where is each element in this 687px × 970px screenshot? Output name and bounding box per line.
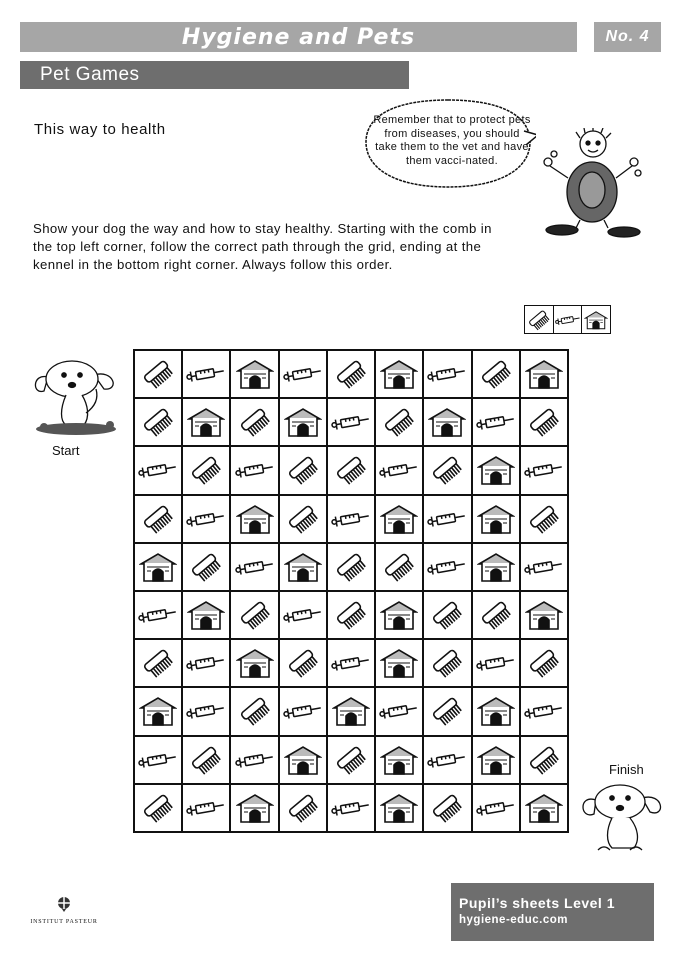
kennel-icon	[284, 744, 322, 776]
institut-pasteur-logo	[28, 896, 100, 925]
grid-cell[interactable]	[183, 592, 229, 638]
grid-cell[interactable]	[183, 640, 229, 686]
syringe-icon	[331, 797, 371, 819]
page-title: Hygiene and Pets	[181, 24, 416, 50]
legend-step-3	[582, 306, 610, 333]
sheet-number: No. 4	[605, 28, 650, 45]
grid-cell[interactable]	[280, 688, 326, 734]
grid-cell[interactable]	[280, 785, 326, 831]
syringe-icon	[235, 749, 275, 771]
grid-cell[interactable]	[280, 592, 326, 638]
logo-text: INSTITUT PASTEUR	[30, 919, 98, 925]
grid-cell[interactable]	[521, 447, 567, 493]
comb-icon	[430, 598, 464, 632]
grid-cell[interactable]	[424, 737, 470, 783]
syringe-icon	[427, 556, 467, 578]
comb-icon	[141, 646, 175, 680]
grid-cell[interactable]	[231, 544, 277, 590]
grid-cell[interactable]	[231, 496, 277, 542]
grid-cell[interactable]	[473, 688, 519, 734]
kennel-icon	[380, 647, 418, 679]
grid-cell[interactable]	[521, 640, 567, 686]
grid-cell[interactable]	[424, 640, 470, 686]
syringe-icon	[427, 363, 467, 385]
comb-icon	[382, 550, 416, 584]
comb-icon	[527, 405, 561, 439]
comb-icon	[430, 646, 464, 680]
syringe-icon	[283, 363, 323, 385]
syringe-icon	[138, 749, 178, 771]
syringe-icon	[427, 749, 467, 771]
grid-cell[interactable]	[231, 785, 277, 831]
grid-cell[interactable]	[424, 399, 470, 445]
syringe-icon	[186, 652, 226, 674]
header-title-bar	[20, 22, 577, 52]
syringe-icon	[235, 459, 275, 481]
dog-start-icon	[30, 355, 122, 440]
syringe-icon	[186, 700, 226, 722]
comb-icon	[141, 791, 175, 825]
grid-cell[interactable]	[376, 447, 422, 493]
grid-cell[interactable]	[521, 785, 567, 831]
syringe-icon	[138, 459, 178, 481]
instructions-text: Show your dog the way and how to stay healthy. Starting with the comb in the top left corner, follow the correct path through the grid, ending at the kennel in the bottom right corner. Always follow this order.	[33, 221, 492, 272]
comb-icon	[189, 453, 223, 487]
grid-cell[interactable]	[473, 496, 519, 542]
kennel-icon	[477, 744, 515, 776]
comb-icon	[527, 646, 561, 680]
syringe-icon	[186, 363, 226, 385]
grid-cell[interactable]	[376, 496, 422, 542]
legend-step-1	[525, 306, 554, 333]
kennel-icon	[525, 792, 563, 824]
comb-icon	[430, 453, 464, 487]
kennel-icon	[236, 503, 274, 535]
syringe-icon	[476, 411, 516, 433]
grid-cell[interactable]	[135, 640, 181, 686]
grid-cell[interactable]	[376, 544, 422, 590]
grid-cell[interactable]	[328, 785, 374, 831]
sheet-number-box	[594, 22, 661, 52]
grid-cell[interactable]	[376, 688, 422, 734]
grid-cell[interactable]	[135, 351, 181, 397]
comb-icon	[286, 646, 320, 680]
dog-finish-icon	[578, 780, 668, 856]
grid-cell[interactable]	[328, 688, 374, 734]
comb-icon	[334, 743, 368, 777]
grid-cell[interactable]	[473, 737, 519, 783]
syringe-icon	[283, 604, 323, 626]
syringe-icon	[235, 556, 275, 578]
comb-icon	[334, 453, 368, 487]
grid-cell[interactable]	[231, 447, 277, 493]
grid-cell[interactable]	[328, 399, 374, 445]
grid-cell[interactable]	[376, 592, 422, 638]
syringe-icon	[331, 508, 371, 530]
grid-cell[interactable]	[231, 640, 277, 686]
grid-cell[interactable]	[328, 544, 374, 590]
grid-cell[interactable]	[135, 399, 181, 445]
syringe-icon	[283, 700, 323, 722]
comb-icon	[334, 357, 368, 391]
grid-cell[interactable]	[424, 351, 470, 397]
kennel-icon	[380, 599, 418, 631]
comb-icon	[479, 598, 513, 632]
speech-bubble-text: Remember that to protect pets from diseases, you should take them to the vet and have them vacci-nated.	[373, 114, 531, 167]
syringe-icon	[186, 508, 226, 530]
syringe-icon	[524, 459, 564, 481]
grid-cell[interactable]	[521, 399, 567, 445]
section-title: Pet Games	[40, 64, 140, 85]
grid-cell[interactable]	[424, 447, 470, 493]
kennel-icon	[139, 695, 177, 727]
syringe-icon	[476, 797, 516, 819]
grid-cell[interactable]	[328, 447, 374, 493]
grid-cell[interactable]	[376, 640, 422, 686]
syringe-icon	[427, 508, 467, 530]
grid-cell[interactable]	[280, 496, 326, 542]
grid-cell[interactable]	[135, 737, 181, 783]
grid-cell[interactable]	[183, 737, 229, 783]
grid-cell[interactable]	[328, 496, 374, 542]
comb-icon	[238, 694, 272, 728]
grid-cell[interactable]	[280, 447, 326, 493]
grid-cell[interactable]	[473, 399, 519, 445]
kennel-icon	[380, 744, 418, 776]
kennel-icon	[139, 551, 177, 583]
comb-icon	[527, 743, 561, 777]
syringe-icon	[379, 459, 419, 481]
section-bar	[20, 61, 409, 89]
comb-icon	[382, 405, 416, 439]
comb-icon	[238, 598, 272, 632]
comb-icon	[430, 791, 464, 825]
kennel-icon	[477, 695, 515, 727]
maze-grid	[133, 349, 569, 833]
grid-cell[interactable]	[473, 592, 519, 638]
grid-cell[interactable]	[424, 496, 470, 542]
kennel-icon	[187, 599, 225, 631]
pasteur-logo-icon	[57, 896, 71, 912]
grid-cell[interactable]	[183, 688, 229, 734]
grid-cell[interactable]	[231, 351, 277, 397]
grid-cell[interactable]	[183, 399, 229, 445]
kennel-icon	[236, 647, 274, 679]
grid-cell[interactable]	[328, 592, 374, 638]
grid-cell[interactable]	[135, 544, 181, 590]
grid-cell[interactable]	[135, 496, 181, 542]
grid-cell[interactable]	[231, 399, 277, 445]
grid-cell[interactable]	[473, 447, 519, 493]
start-label: Start	[52, 443, 80, 458]
grid-cell[interactable]	[135, 688, 181, 734]
comb-icon	[141, 357, 175, 391]
grid-cell[interactable]	[521, 496, 567, 542]
grid-cell[interactable]	[328, 640, 374, 686]
grid-cell[interactable]	[328, 737, 374, 783]
grid-cell[interactable]	[280, 737, 326, 783]
kennel-icon	[525, 599, 563, 631]
syringe-icon	[186, 797, 226, 819]
grid-cell[interactable]	[424, 688, 470, 734]
comb-icon	[334, 550, 368, 584]
footer-title: Pupil’s sheets Level 1	[459, 895, 615, 911]
syringe-icon	[379, 700, 419, 722]
kennel-icon	[236, 792, 274, 824]
comb-icon	[286, 502, 320, 536]
comb-icon	[527, 308, 551, 332]
grid-cell[interactable]	[521, 351, 567, 397]
comb-icon	[286, 453, 320, 487]
grid-cell[interactable]	[280, 544, 326, 590]
order-legend	[524, 305, 611, 334]
grid-cell[interactable]	[424, 592, 470, 638]
grid-cell[interactable]	[135, 447, 181, 493]
kennel-icon	[187, 406, 225, 438]
comb-icon	[141, 405, 175, 439]
footer-box	[451, 883, 654, 941]
grid-cell[interactable]	[473, 544, 519, 590]
kennel-icon	[584, 310, 608, 330]
grid-cell[interactable]	[183, 496, 229, 542]
syringe-icon	[524, 700, 564, 722]
kennel-icon	[380, 503, 418, 535]
comb-icon	[430, 694, 464, 728]
grid-cell[interactable]	[473, 351, 519, 397]
grid-cell[interactable]	[376, 351, 422, 397]
comb-icon	[238, 405, 272, 439]
grid-cell[interactable]	[521, 737, 567, 783]
subtitle: This way to health	[34, 121, 166, 138]
syringe-icon	[138, 604, 178, 626]
kennel-icon	[477, 551, 515, 583]
syringe-icon	[476, 652, 516, 674]
finish-label: Finish	[609, 762, 644, 777]
comb-icon	[189, 550, 223, 584]
grid-cell[interactable]	[376, 737, 422, 783]
comb-icon	[286, 791, 320, 825]
comb-icon	[189, 743, 223, 777]
footer-url: hygiene-educ.com	[459, 914, 568, 926]
grid-cell[interactable]	[231, 592, 277, 638]
comb-icon	[141, 502, 175, 536]
grid-cell[interactable]	[424, 544, 470, 590]
comb-icon	[527, 502, 561, 536]
kennel-icon	[332, 695, 370, 727]
grid-cell[interactable]	[183, 544, 229, 590]
grid-cell[interactable]	[328, 351, 374, 397]
kennel-icon	[236, 358, 274, 390]
grid-cell[interactable]	[280, 640, 326, 686]
kennel-icon	[477, 454, 515, 486]
kennel-icon	[380, 792, 418, 824]
grid-cell[interactable]	[280, 399, 326, 445]
grid-cell[interactable]	[183, 351, 229, 397]
grid-cell[interactable]	[135, 592, 181, 638]
syringe-icon	[524, 556, 564, 578]
kennel-icon	[477, 503, 515, 535]
comb-icon	[479, 357, 513, 391]
kennel-icon	[380, 358, 418, 390]
grid-cell[interactable]	[521, 592, 567, 638]
grid-cell[interactable]	[424, 785, 470, 831]
syringe-icon	[331, 411, 371, 433]
kennel-icon	[525, 358, 563, 390]
comb-icon	[334, 598, 368, 632]
grid-cell[interactable]	[183, 447, 229, 493]
syringe-icon	[331, 652, 371, 674]
kennel-icon	[284, 406, 322, 438]
grid-cell[interactable]	[280, 351, 326, 397]
grid-cell[interactable]	[376, 399, 422, 445]
grid-cell[interactable]	[521, 688, 567, 734]
syringe-icon	[555, 312, 581, 328]
legend-step-2	[554, 306, 583, 333]
grid-cell[interactable]	[231, 688, 277, 734]
kennel-icon	[284, 551, 322, 583]
grid-cell[interactable]	[135, 785, 181, 831]
grid-cell[interactable]	[231, 737, 277, 783]
grid-cell[interactable]	[521, 544, 567, 590]
kennel-icon	[428, 406, 466, 438]
germ-mascot-icon	[540, 128, 645, 240]
grid-cell[interactable]	[183, 785, 229, 831]
grid-cell[interactable]	[473, 785, 519, 831]
grid-cell[interactable]	[473, 640, 519, 686]
grid-cell[interactable]	[376, 785, 422, 831]
